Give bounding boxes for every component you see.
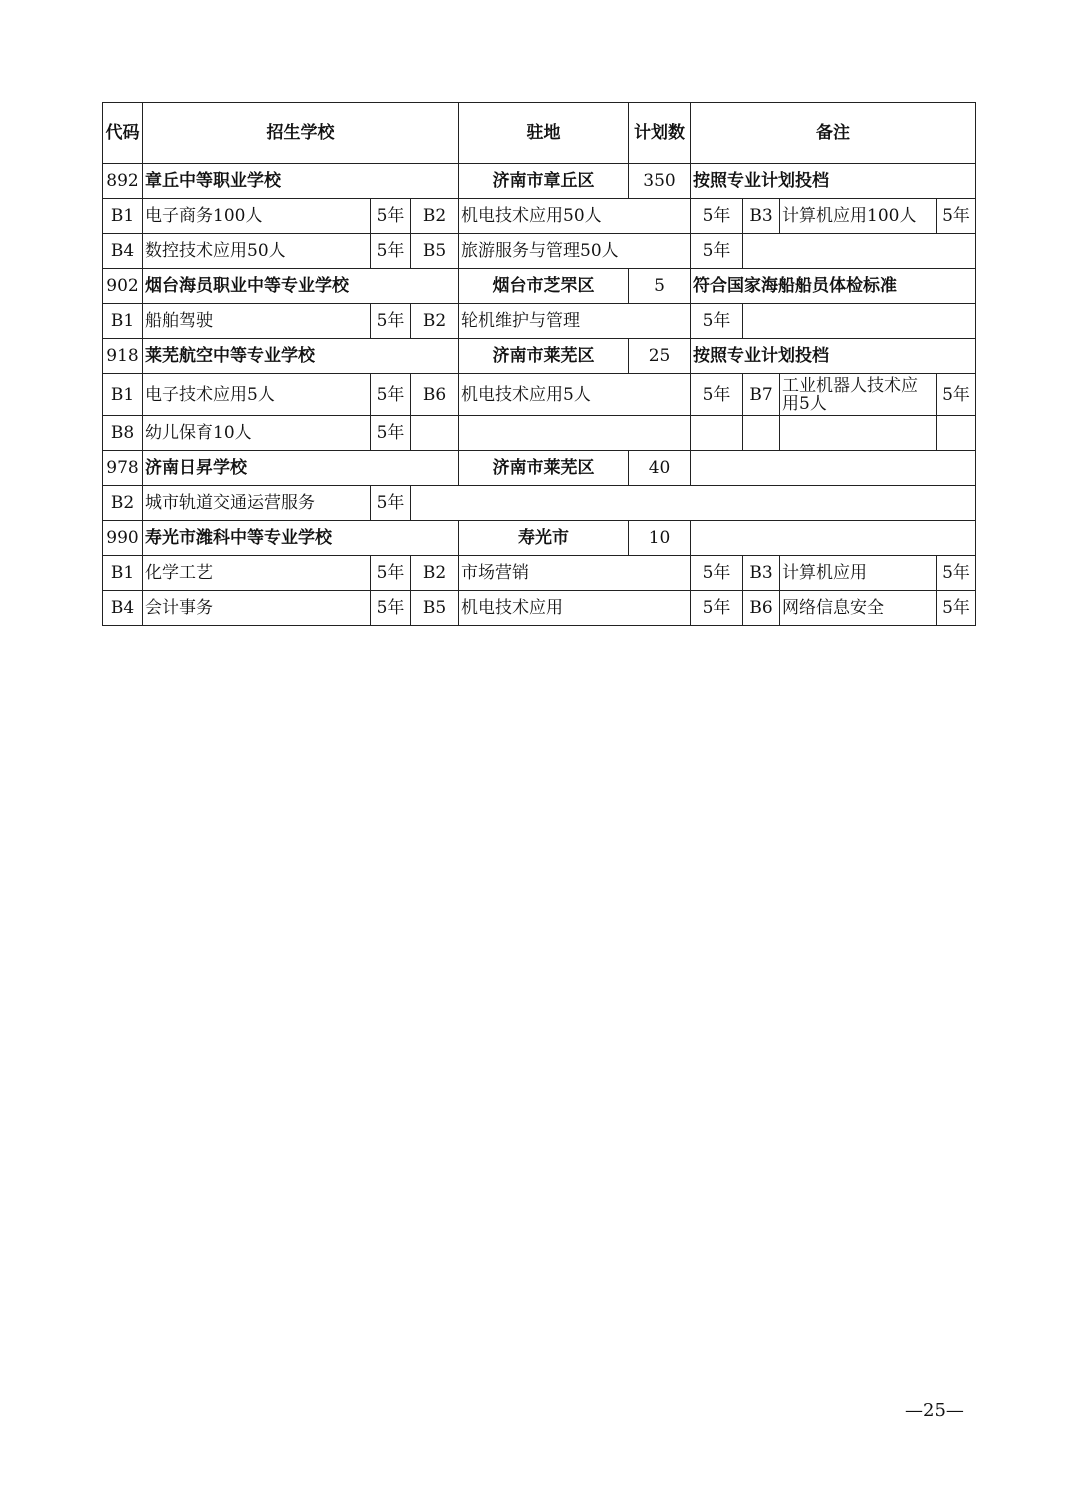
- major-years: 5年: [371, 374, 411, 416]
- school-row: [103, 521, 976, 556]
- header-code: 代码: [103, 103, 143, 164]
- major-name: 机电技术应用5人: [459, 374, 691, 416]
- major-years: 5年: [691, 304, 743, 339]
- major-name: 网络信息安全: [780, 591, 937, 626]
- major-years: 5年: [937, 556, 976, 591]
- header-remarks: 备注: [691, 103, 976, 164]
- school-plan: 25: [629, 339, 691, 374]
- header-location: 驻地: [459, 103, 629, 164]
- major-name: 化学工艺: [143, 556, 371, 591]
- school-location: 寿光市: [459, 521, 629, 556]
- school-note: 按照专业计划投档: [691, 339, 976, 374]
- major-code: B1: [103, 304, 143, 339]
- header-plan: 计划数: [629, 103, 691, 164]
- school-note: [691, 451, 976, 486]
- major-code: B2: [411, 199, 459, 234]
- major-years: 5年: [371, 556, 411, 591]
- empty-cell: [743, 304, 976, 339]
- school-plan: 40: [629, 451, 691, 486]
- empty-cell: [691, 416, 743, 451]
- major-name: 城市轨道交通运营服务: [143, 486, 371, 521]
- school-code: 978: [103, 451, 143, 486]
- major-years: 5年: [371, 591, 411, 626]
- major-row: [103, 556, 976, 591]
- major-years: 5年: [371, 304, 411, 339]
- major-name: 轮机维护与管理: [459, 304, 691, 339]
- school-row: [103, 269, 976, 304]
- major-code: B4: [103, 591, 143, 626]
- major-years: 5年: [691, 234, 743, 269]
- major-name: 幼儿保育10人: [143, 416, 371, 451]
- empty-cell: [411, 416, 459, 451]
- school-location: 烟台市芝罘区: [459, 269, 629, 304]
- major-years: 5年: [691, 199, 743, 234]
- major-row: [103, 416, 976, 451]
- empty-cell: [459, 416, 691, 451]
- empty-cell: [780, 416, 937, 451]
- school-name: 济南日昇学校: [143, 451, 459, 486]
- school-row: [103, 451, 976, 486]
- major-years: 5年: [937, 374, 976, 416]
- school-plan: 10: [629, 521, 691, 556]
- major-code: B4: [103, 234, 143, 269]
- major-code: B1: [103, 556, 143, 591]
- major-years: 5年: [371, 486, 411, 521]
- major-code: B7: [743, 374, 780, 416]
- major-name: 计算机应用: [780, 556, 937, 591]
- major-years: 5年: [371, 199, 411, 234]
- major-code: B2: [103, 486, 143, 521]
- school-name: 章丘中等职业学校: [143, 164, 459, 199]
- major-years: 5年: [691, 591, 743, 626]
- major-name: 数控技术应用50人: [143, 234, 371, 269]
- major-row: [103, 486, 976, 521]
- major-name: 机电技术应用50人: [459, 199, 691, 234]
- school-name: 寿光市潍科中等专业学校: [143, 521, 459, 556]
- empty-cell: [743, 234, 976, 269]
- school-location: 济南市章丘区: [459, 164, 629, 199]
- school-location: 济南市莱芜区: [459, 451, 629, 486]
- school-code: 902: [103, 269, 143, 304]
- major-years: 5年: [371, 416, 411, 451]
- school-note: 按照专业计划投档: [691, 164, 976, 199]
- header-school: 招生学校: [143, 103, 459, 164]
- empty-cell: [411, 486, 976, 521]
- major-code: B5: [411, 234, 459, 269]
- major-row: [103, 591, 976, 626]
- school-note: [691, 521, 976, 556]
- major-code: B5: [411, 591, 459, 626]
- major-name: 计算机应用100人: [780, 199, 937, 234]
- major-years: 5年: [937, 591, 976, 626]
- school-location: 济南市莱芜区: [459, 339, 629, 374]
- major-years: 5年: [691, 556, 743, 591]
- school-code: 892: [103, 164, 143, 199]
- school-name: 烟台海员职业中等专业学校: [143, 269, 459, 304]
- major-code: B1: [103, 199, 143, 234]
- major-code: B3: [743, 556, 780, 591]
- major-code: B1: [103, 374, 143, 416]
- major-code: B3: [743, 199, 780, 234]
- major-years: 5年: [691, 374, 743, 416]
- major-code: B8: [103, 416, 143, 451]
- empty-cell: [743, 416, 780, 451]
- major-name: 市场营销: [459, 556, 691, 591]
- major-row: [103, 199, 976, 234]
- major-name: 电子技术应用5人: [143, 374, 371, 416]
- school-code: 918: [103, 339, 143, 374]
- school-row: [103, 164, 976, 199]
- major-code: B2: [411, 304, 459, 339]
- major-code: B6: [743, 591, 780, 626]
- major-row: [103, 304, 976, 339]
- school-plan: 5: [629, 269, 691, 304]
- school-row: [103, 339, 976, 374]
- major-code: B2: [411, 556, 459, 591]
- major-row: [103, 234, 976, 269]
- enrollment-table: [102, 102, 976, 626]
- major-name: 工业机器人技术应用5人: [780, 374, 937, 416]
- major-name: 会计事务: [143, 591, 371, 626]
- page-number: —25—: [905, 1400, 964, 1421]
- major-years: 5年: [371, 234, 411, 269]
- major-name: 旅游服务与管理50人: [459, 234, 691, 269]
- major-code: B6: [411, 374, 459, 416]
- major-years: 5年: [937, 199, 976, 234]
- major-name: 机电技术应用: [459, 591, 691, 626]
- empty-cell: [937, 416, 976, 451]
- major-name: 船舶驾驶: [143, 304, 371, 339]
- school-note: 符合国家海船船员体检标准: [691, 269, 976, 304]
- table-header-row: [103, 103, 976, 164]
- major-name: 电子商务100人: [143, 199, 371, 234]
- major-row: [103, 374, 976, 416]
- school-code: 990: [103, 521, 143, 556]
- school-plan: 350: [629, 164, 691, 199]
- school-name: 莱芜航空中等专业学校: [143, 339, 459, 374]
